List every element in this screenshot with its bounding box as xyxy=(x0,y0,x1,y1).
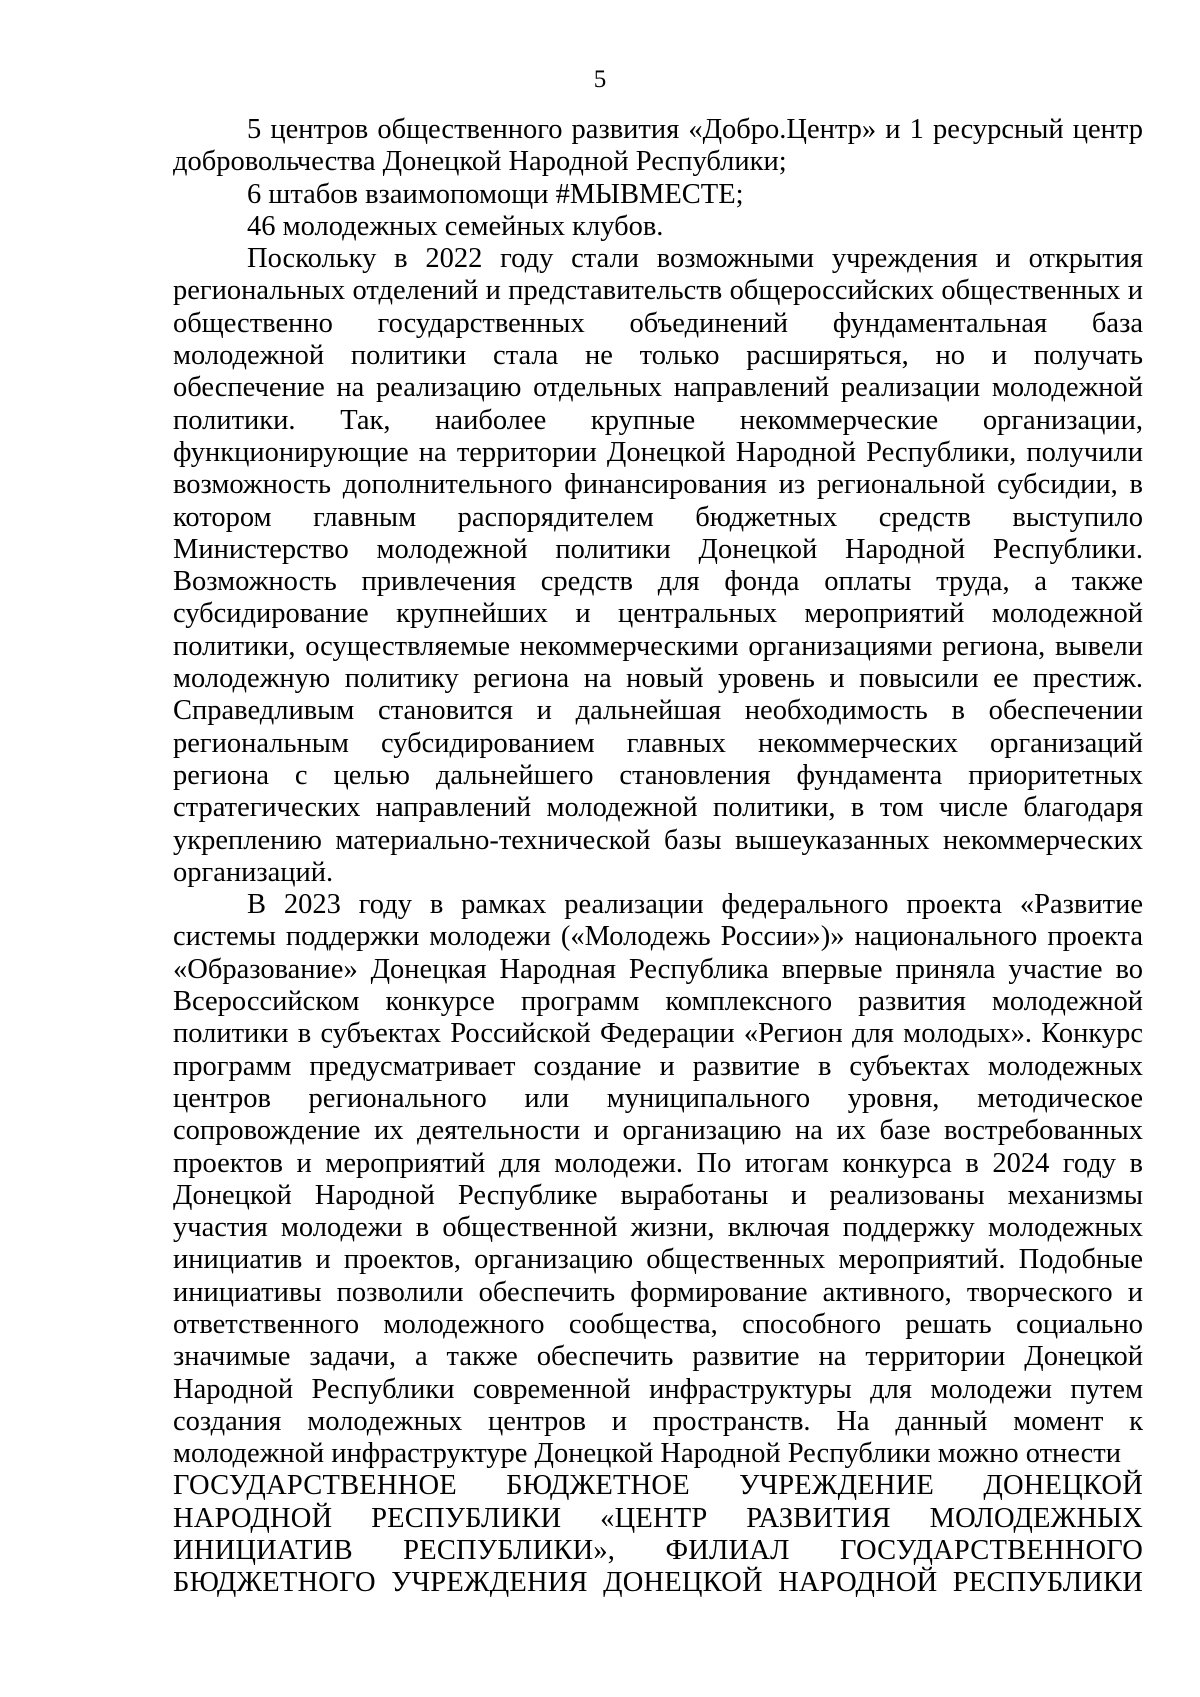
paragraph-institution-names: ГОСУДАРСТВЕННОЕ БЮДЖЕТНОЕ УЧРЕЖДЕНИЕ ДОНЕЦКОЙ НАРОДНОЙ РЕСПУБЛИКИ «ЦЕНТР РАЗВИТИЯ МОЛОДЕЖНЫХ ИНИЦИАТИВ РЕСПУБЛИКИ», ФИЛИАЛ ГОСУДАРСТВЕННОГО БЮДЖЕТНОГО УЧРЕЖДЕНИЯ ДОНЕЦКОЙ НАРОДНОЙ РЕСПУБЛИКИ xyxy=(173,1470,1143,1599)
paragraph-region-for-young-contest: В 2023 году в рамках реализации федерального проекта «Развитие системы поддержки молодежи («Молодежь России»)» национального проекта «Образование» Донецкая Народная Республика впервые приняла участие во Всероссийском конкурсе программ комплексного развития молодежной политики в субъектах Российской Федерации «Регион для молодых». Конкурс программ предусматривает создание и развитие в субъектах молодежных центров регионального или муниципального уровня, методическое сопровождение их деятельности и организацию на их базе востребованных проектов и мероприятий для молодежи. По итогам конкурса в 2024 году в Донецкой Народной Республике выработаны и реализованы механизмы участия молодежи в общественной жизни, включая поддержку молодежных инициатив и проектов, организацию общественных мероприятий. Подобные инициативы позволили обеспечить формирование активного, творческого и ответственного молодежного сообщества, способного решать социально значимые задачи, а также обеспечить развитие на территории Донецкой Народной Республики современной инфраструктуры для молодежи путем создания молодежных центров и пространств. На данный момент к молодежной инфраструктуре Донецкой Народной Республики можно отнести xyxy=(173,889,1143,1470)
page-number: 5 xyxy=(593,66,607,93)
paragraph-mutual-aid-headquarters: 6 штабов взаимопомощи #МЫВМЕСТЕ; xyxy=(247,178,744,210)
paragraph-family-clubs: 46 молодежных семейных клубов. xyxy=(247,210,664,242)
document-body xyxy=(173,114,1143,1600)
paragraph-youth-policy-funding: Поскольку в 2022 году стали возможными учреждения и открытия региональных отделений и представительств общероссийских общественных и общественно государственных объединений фундаментальная база молодежной политики стала не только расширяться, но и получать обеспечение на реализацию отдельных направлений реализации молодежной политики. Так, наиболее крупные некоммерческие организации, функционирующие на территории Донецкой Народной Республики, получили возможность дополнительного финансирования из региональной субсидии, в котором главным распорядителем бюджетных средств выступило Министерство молодежной политики Донецкой Народной Республики. Возможность привлечения средств для фонда оплаты труда, а также субсидирование крупнейших и центральных мероприятий молодежной политики, осуществляемые некоммерческими организациями региона, вывели молодежную политику региона на новый уровень и повысили ее престиж. Справедливым становится и дальнейшая необходимость в обеспечении региональным субсидированием главных некоммерческих организаций региона с целью дальнейшего становления фундамента приоритетных стратегических направлений молодежной политики, в том числе благодаря укреплению материально-технической базы вышеуказанных некоммерческих организаций. xyxy=(173,243,1143,888)
paragraph-dobro-centers: 5 центров общественного развития «Добро.Центр» и 1 ресурсный центр добровольчества Донецкой Народной Республики; xyxy=(173,114,1143,178)
